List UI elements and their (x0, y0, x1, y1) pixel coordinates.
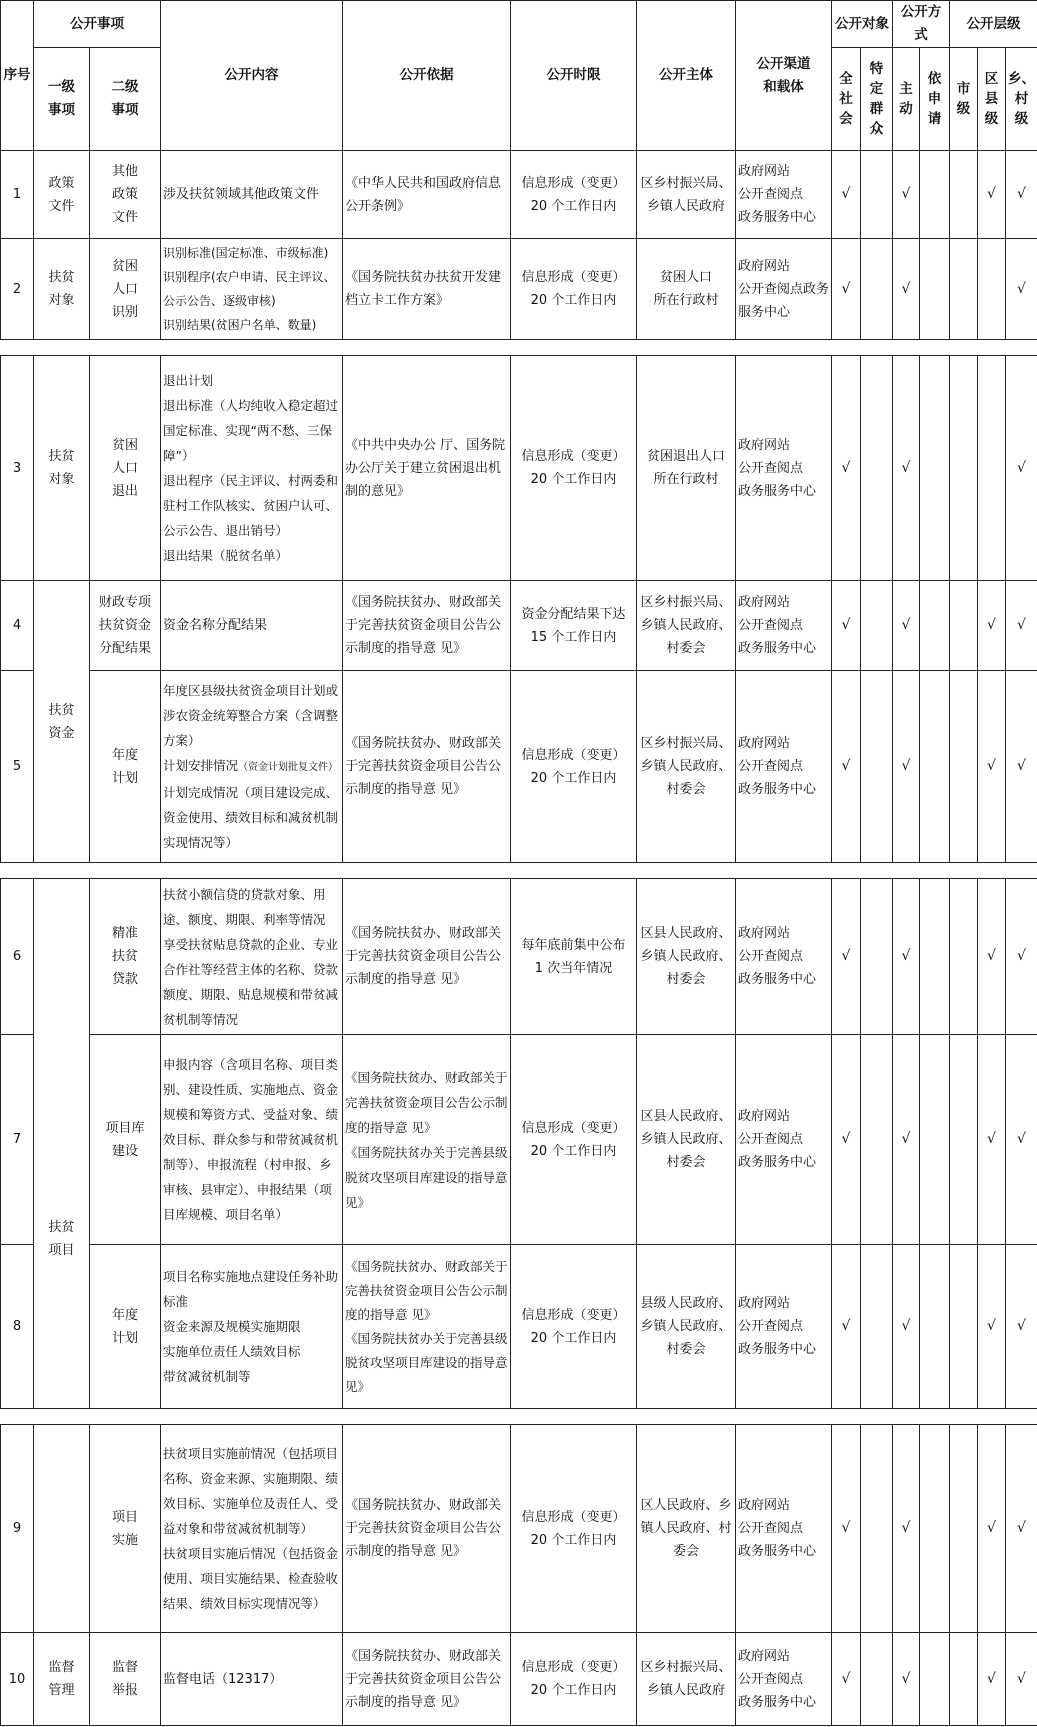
table-row (1, 1633, 1037, 1726)
row-seq: 5 (1, 671, 34, 863)
content-small-note: （资金计划批复文件） (238, 762, 339, 773)
row-channel: 政府网站 公开查阅点政务服务中心 (736, 239, 832, 340)
row-channel: 政府网站 公开查阅点 政务服务中心 (736, 1245, 832, 1409)
check-method-active: √ (893, 151, 920, 239)
check-target-all: √ (832, 239, 861, 340)
row-basis: 《国务院扶贫办、财政部关于完善扶贫资金项目公告公示制度的指导意 见》 (343, 671, 511, 863)
empty-level-city (950, 1425, 978, 1633)
row-seq: 6 (1, 879, 34, 1035)
check-target-all: √ (832, 879, 861, 1035)
empty-method-apply (920, 879, 950, 1035)
row-basis: 《中华人民共和国政府信息公开条例》 (343, 151, 511, 239)
table-row (1, 239, 1037, 340)
row-time: 信息形成（变更） 20 个工作日内 (511, 671, 637, 863)
check-method-active: √ (893, 879, 920, 1035)
empty-method-apply (920, 151, 950, 239)
row-subject: 区乡村振兴局、 乡镇人民政府、 村委会 (637, 671, 736, 863)
header-seq: 序号 (1, 1, 34, 151)
row-seq: 3 (1, 356, 34, 581)
empty-target-specific (861, 356, 893, 581)
check-method-active: √ (893, 1425, 920, 1633)
row-level1: 扶贫 对象 (34, 239, 90, 340)
check-level-village: √ (1006, 671, 1037, 863)
check-target-all: √ (832, 581, 861, 671)
empty-method-apply (920, 356, 950, 581)
row-seq: 8 (1, 1245, 34, 1409)
row-level1: 扶贫 对象 (34, 356, 90, 581)
row-content: 申报内容（含项目名称、项目类别、建设性质、实施地点、资金规模和筹资方式、受益对象、绩效目标、群众参与和带贫减贫机制等）、申报流程（村申报、乡审核、县审定）、申报结果（项目库规模、项目名单） (161, 1035, 343, 1245)
check-level-village: √ (1006, 239, 1037, 340)
check-target-all: √ (832, 671, 861, 863)
table-row (1, 879, 1037, 1035)
empty-level-city (950, 1245, 978, 1409)
table-row (1, 1035, 1037, 1245)
row-basis: 《中共中央办公 厅、国务院办公厅关于建立贫困退出机制的意见》 (343, 356, 511, 581)
header-method: 公开方式 (893, 1, 950, 48)
row-subject: 县级人民政府、 乡镇人民政府、 村委会 (637, 1245, 736, 1409)
check-level-village: √ (1006, 1633, 1037, 1726)
empty-level-city (950, 1633, 978, 1726)
row-channel: 政府网站 公开查阅点 政务服务中心 (736, 581, 832, 671)
row-level2: 项目 实施 (90, 1425, 161, 1633)
row-content: 扶贫小额信贷的贷款对象、用途、额度、期限、利率等情况 享受扶贫贴息贷款的企业、专业合作社等经营主体的名称、贷款额度、期限、贴息规模和带贫减贫机制等情况 (161, 879, 343, 1035)
check-method-active: √ (893, 1633, 920, 1726)
table-row (1, 671, 1037, 863)
empty-level-city (950, 151, 978, 239)
row-time: 信息形成（变更） 20 个工作日内 (511, 356, 637, 581)
empty-target-specific (861, 239, 893, 340)
row-time: 信息形成（变更） 20 个工作日内 (511, 1633, 637, 1726)
row-time: 信息形成（变更） 20 个工作日内 (511, 1425, 637, 1633)
check-level-village: √ (1006, 581, 1037, 671)
empty-target-specific (861, 879, 893, 1035)
row-level1: 扶贫 项目 (34, 879, 90, 1409)
row-level1: 监督 管理 (34, 1633, 90, 1726)
row-subject: 区乡村振兴局、 乡镇人民政府、 村委会 (637, 581, 736, 671)
row-channel: 政府网站 公开查阅点 政务服务中心 (736, 356, 832, 581)
empty-target-specific (861, 151, 893, 239)
row-content: 资金名称分配结果 (161, 581, 343, 671)
check-target-all: √ (832, 1245, 861, 1409)
empty-level-city (950, 239, 978, 340)
header-level2: 二级 事项 (90, 48, 161, 151)
check-level-county: √ (978, 671, 1006, 863)
table-row (1, 1245, 1037, 1409)
check-level-county: √ (978, 1633, 1006, 1726)
row-level2: 财政专项 扶贫资金 分配结果 (90, 581, 161, 671)
row-level1: 政策 文件 (34, 151, 90, 239)
row-content: 扶贫项目实施前情况（包括项目名称、资金来源、实施期限、绩效目标、实施单位及责任人、受益对象和带贫减贫机制等） 扶贫项目实施后情况（包括资金使用、项目实施结果、检查验收结果、绩效目标实现情况等） (161, 1425, 343, 1633)
row-seq: 9 (1, 1425, 34, 1633)
empty-method-apply (920, 1425, 950, 1633)
row-level2: 其他 政策 文件 (90, 151, 161, 239)
table-row (1, 151, 1037, 239)
check-level-county: √ (978, 1245, 1006, 1409)
empty-method-apply (920, 239, 950, 340)
row-seq: 4 (1, 581, 34, 671)
check-target-all: √ (832, 1633, 861, 1726)
row-basis: 《国务院扶贫办、财政部关于完善扶贫资金项目公告公示制度的指导意 见》 (343, 1425, 511, 1633)
table-row (1, 1425, 1037, 1633)
row-time: 每年底前集中公布 1 次当年情况 (511, 879, 637, 1035)
row-seq: 1 (1, 151, 34, 239)
row-subject: 区人民政府、乡镇人民政府、村委会 (637, 1425, 736, 1633)
check-level-village: √ (1006, 1035, 1037, 1245)
empty-level-city (950, 671, 978, 863)
row-channel: 政府网站 公开查阅点 政务服务中心 (736, 1035, 832, 1245)
empty-level-city (950, 1035, 978, 1245)
check-target-all: √ (832, 151, 861, 239)
check-level-village: √ (1006, 151, 1037, 239)
row-content: 识别标准(国定标准、市级标准) 识别程序(农户申请、民主评议、公示公告、逐级审核) 识别结果(贫困户名单、数量) (161, 239, 343, 340)
row-level2: 精准 扶贫 贷款 (90, 879, 161, 1035)
row-channel: 政府网站 公开查阅点 政务服务中心 (736, 671, 832, 863)
empty-method-apply (920, 1633, 950, 1726)
content-part-b: 计划完成情况（项目建设完成、资金使用、绩效目标和减贫机制实现情况等） (163, 785, 339, 850)
empty-level-county (978, 239, 1006, 340)
row-level2: 贫困 人口 退出 (90, 356, 161, 581)
check-level-county: √ (978, 1425, 1006, 1633)
check-method-active: √ (893, 671, 920, 863)
row-content (161, 671, 343, 863)
empty-target-specific (861, 1425, 893, 1633)
row-level2: 年度 计划 (90, 1245, 161, 1409)
row-level2: 年度 计划 (90, 671, 161, 863)
row-subject: 区县人民政府、 乡镇人民政府、 村委会 (637, 879, 736, 1035)
disclosure-table-page-1 (0, 0, 1037, 340)
row-channel: 政府网站 公开查阅点 政务服务中心 (736, 1425, 832, 1633)
row-basis: 《国务院扶贫办扶贫开发建档立卡工作方案》 (343, 239, 511, 340)
row-time: 信息形成（变更） 20 个工作日内 (511, 1035, 637, 1245)
empty-method-apply (920, 1035, 950, 1245)
row-time: 信息形成（变更） 20 个工作日内 (511, 1245, 637, 1409)
header-target-all: 全 社 会 (832, 48, 861, 151)
row-subject: 贫困退出人口 所在行政村 (637, 356, 736, 581)
empty-target-specific (861, 1633, 893, 1726)
row-content: 涉及扶贫领域其他政策文件 (161, 151, 343, 239)
header-level1: 一级 事项 (34, 48, 90, 151)
row-level2: 贫困 人口 识别 (90, 239, 161, 340)
header-level-city: 市 级 (950, 48, 978, 151)
empty-level-city (950, 879, 978, 1035)
disclosure-table-page-3 (0, 878, 1037, 1409)
check-target-all: √ (832, 356, 861, 581)
header-target: 公开对象 (832, 1, 893, 48)
header-time: 公开时限 (511, 1, 637, 151)
table-row (1, 356, 1037, 581)
header-method-active: 主 动 (893, 48, 920, 151)
header-method-apply: 依 申 请 (920, 48, 950, 151)
header-basis: 公开依据 (343, 1, 511, 151)
row-content: 退出计划 退出标准（人均纯收入稳定超过国定标准、实现“两不愁、三保障”） 退出程序（民主评议、村两委和驻村工作队核实、贫困户认可、公示公告、退出销号） 退出结果（脱贫名单） (161, 356, 343, 581)
row-content: 监督电话（12317） (161, 1633, 343, 1726)
empty-method-apply (920, 581, 950, 671)
row-time: 信息形成（变更） 20 个工作日内 (511, 239, 637, 340)
empty-method-apply (920, 671, 950, 863)
header-channel: 公开渠道 和载体 (736, 1, 832, 151)
check-target-all: √ (832, 1425, 861, 1633)
empty-target-specific (861, 1035, 893, 1245)
check-method-active: √ (893, 581, 920, 671)
table-row (1, 581, 1037, 671)
row-time: 信息形成（变更） 20 个工作日内 (511, 151, 637, 239)
row-seq: 10 (1, 1633, 34, 1726)
row-content: 项目名称实施地点建设任务补助标准 资金来源及规模实施期限 实施单位责任人绩效目标 带贫减贫机制等 (161, 1245, 343, 1409)
row-level1: 扶贫 资金 (34, 581, 90, 863)
check-level-county: √ (978, 1035, 1006, 1245)
check-method-active: √ (893, 356, 920, 581)
empty-level1 (34, 1425, 90, 1633)
check-level-county: √ (978, 581, 1006, 671)
disclosure-table-page-2 (0, 355, 1037, 863)
check-level-village: √ (1006, 1425, 1037, 1633)
empty-target-specific (861, 671, 893, 863)
header-content: 公开内容 (161, 1, 343, 151)
header-subject: 公开主体 (637, 1, 736, 151)
row-channel: 政府网站 公开查阅点 政务服务中心 (736, 151, 832, 239)
row-basis: 《国务院扶贫办、财政部关于完善扶贫资金项目公告公示制度的指导意 见》 《国务院扶贫办关于完善县级脱贫攻坚项目库建设的指导意见》 (343, 1035, 511, 1245)
row-basis: 《国务院扶贫办、财政部关于完善扶贫资金项目公告公示制度的指导意 见》 《国务院扶贫办关于完善县级脱贫攻坚项目库建设的指导意见》 (343, 1245, 511, 1409)
row-time: 资金分配结果下达 15 个工作日内 (511, 581, 637, 671)
row-subject: 贫困人口 所在行政村 (637, 239, 736, 340)
header-level: 公开层级 (950, 1, 1037, 48)
check-level-county: √ (978, 151, 1006, 239)
empty-method-apply (920, 1245, 950, 1409)
content-part-a: 年度区县级扶贫资金项目计划或涉农资金统筹整合方案（含调整方案） 计划安排情况 (163, 683, 339, 773)
empty-target-specific (861, 581, 893, 671)
check-level-village: √ (1006, 879, 1037, 1035)
header-target-specific: 特 定 群 众 (861, 48, 893, 151)
check-level-county: √ (978, 879, 1006, 1035)
header-items: 公开事项 (34, 1, 161, 48)
row-channel: 政府网站 公开查阅点 政务服务中心 (736, 1633, 832, 1726)
check-level-village: √ (1006, 356, 1037, 581)
row-basis: 《国务院扶贫办、财政部关于完善扶贫资金项目公告公示制度的指导意 见》 (343, 879, 511, 1035)
row-seq: 7 (1, 1035, 34, 1245)
row-basis: 《国务院扶贫办、财政部关于完善扶贫资金项目公告公示制度的指导意 见》 (343, 1633, 511, 1726)
header-level-county: 区 县 级 (978, 48, 1006, 151)
row-level2: 项目库 建设 (90, 1035, 161, 1245)
row-level2: 监督 举报 (90, 1633, 161, 1726)
check-method-active: √ (893, 239, 920, 340)
row-channel: 政府网站 公开查阅点 政务服务中心 (736, 879, 832, 1035)
row-seq: 2 (1, 239, 34, 340)
check-method-active: √ (893, 1035, 920, 1245)
check-method-active: √ (893, 1245, 920, 1409)
header-level-village: 乡、 村 级 (1006, 48, 1037, 151)
row-basis: 《国务院扶贫办、财政部关于完善扶贫资金项目公告公示制度的指导意 见》 (343, 581, 511, 671)
empty-level-county (978, 356, 1006, 581)
row-subject: 区乡村振兴局、 乡镇人民政府 (637, 1633, 736, 1726)
row-subject: 区县人民政府、 乡镇人民政府、 村委会 (637, 1035, 736, 1245)
empty-level-city (950, 356, 978, 581)
check-level-village: √ (1006, 1245, 1037, 1409)
disclosure-table-page-4 (0, 1424, 1037, 1726)
empty-target-specific (861, 1245, 893, 1409)
empty-level-city (950, 581, 978, 671)
check-target-all: √ (832, 1035, 861, 1245)
row-subject: 区乡村振兴局、 乡镇人民政府 (637, 151, 736, 239)
